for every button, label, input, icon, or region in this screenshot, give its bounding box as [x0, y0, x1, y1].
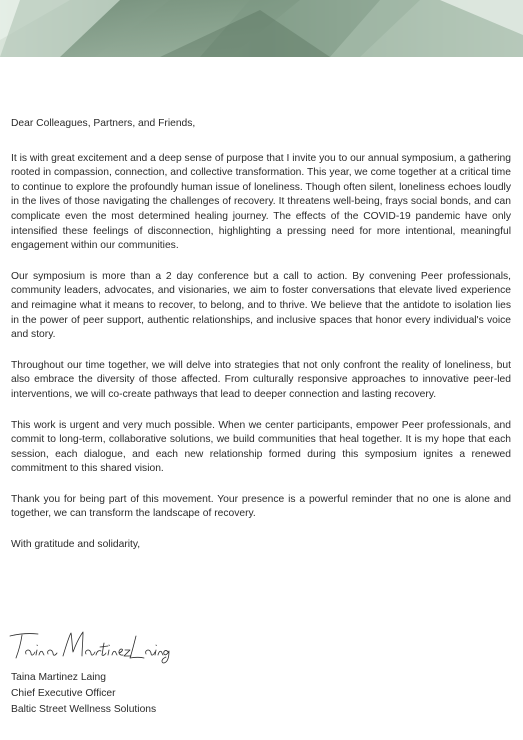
- letter-paragraph: Throughout our time together, we will delve into strategies that not only confront the reality of loneliness, but also embrace the diversity of those affected. From culturally responsive approaches to innovative peer-led interventions, we will co-create pathways that lead to deeper connection and lasting recovery.: [11, 359, 511, 400]
- letter-paragraph: Thank you for being part of this movement. Your presence is a powerful reminder that no one is alone and together, we can transform the landscape of recovery.: [11, 493, 511, 520]
- signer-name: Taina Martinez Laing: [11, 672, 107, 683]
- closing-line: With gratitude and solidarity,: [11, 539, 141, 551]
- signer-organization: Baltic Street Wellness Solutions: [11, 704, 157, 715]
- letter-paragraph: It is with great excitement and a deep sense of purpose that I invite you to our annual symposium, a gathering rooted in compassion, connection, and collective transformation. This year, we come together at a critical time to continue to explore the profoundly human issue of loneliness. Though often silent, loneliness echoes loudly in the lives of those navigating the challenges of recovery. It threatens well-being, frays social bonds, and can complicate even the most determined healing journey. The effects of the COVID-19 pandemic have only intensified these feelings of disconnection, highlighting a pressing need for more intentional, meaningful engagement within our communities.: [11, 152, 511, 252]
- letter-body: [11, 117, 511, 553]
- header-decorative-band: [0, 0, 523, 57]
- signature-block: [11, 670, 156, 718]
- signer-title: Chief Executive Officer: [11, 688, 116, 699]
- handwritten-signature: [8, 628, 173, 664]
- letter-paragraph: Our symposium is more than a 2 day conference but a call to action. By convening Peer professionals, community leaders, advocates, and visionaries, we aim to foster conversations that elevate lived experience and reimagine what it means to recover, to belong, and to thrive. We believe that the antidote to isolation lies in the power of peer support, authentic relationships, and inclusive spaces that honor every individual's voice and story.: [11, 270, 511, 341]
- salutation: Dear Colleagues, Partners, and Friends,: [11, 118, 196, 129]
- letter-paragraph: This work is urgent and very much possible. When we center participants, empower Peer professionals, and commit to long-term, collaborative solutions, we build communities that heal together. It is my hope that each session, each dialogue, and each new relationship formed during this symposium ignites a renewed commitment to this shared vision.: [11, 419, 511, 475]
